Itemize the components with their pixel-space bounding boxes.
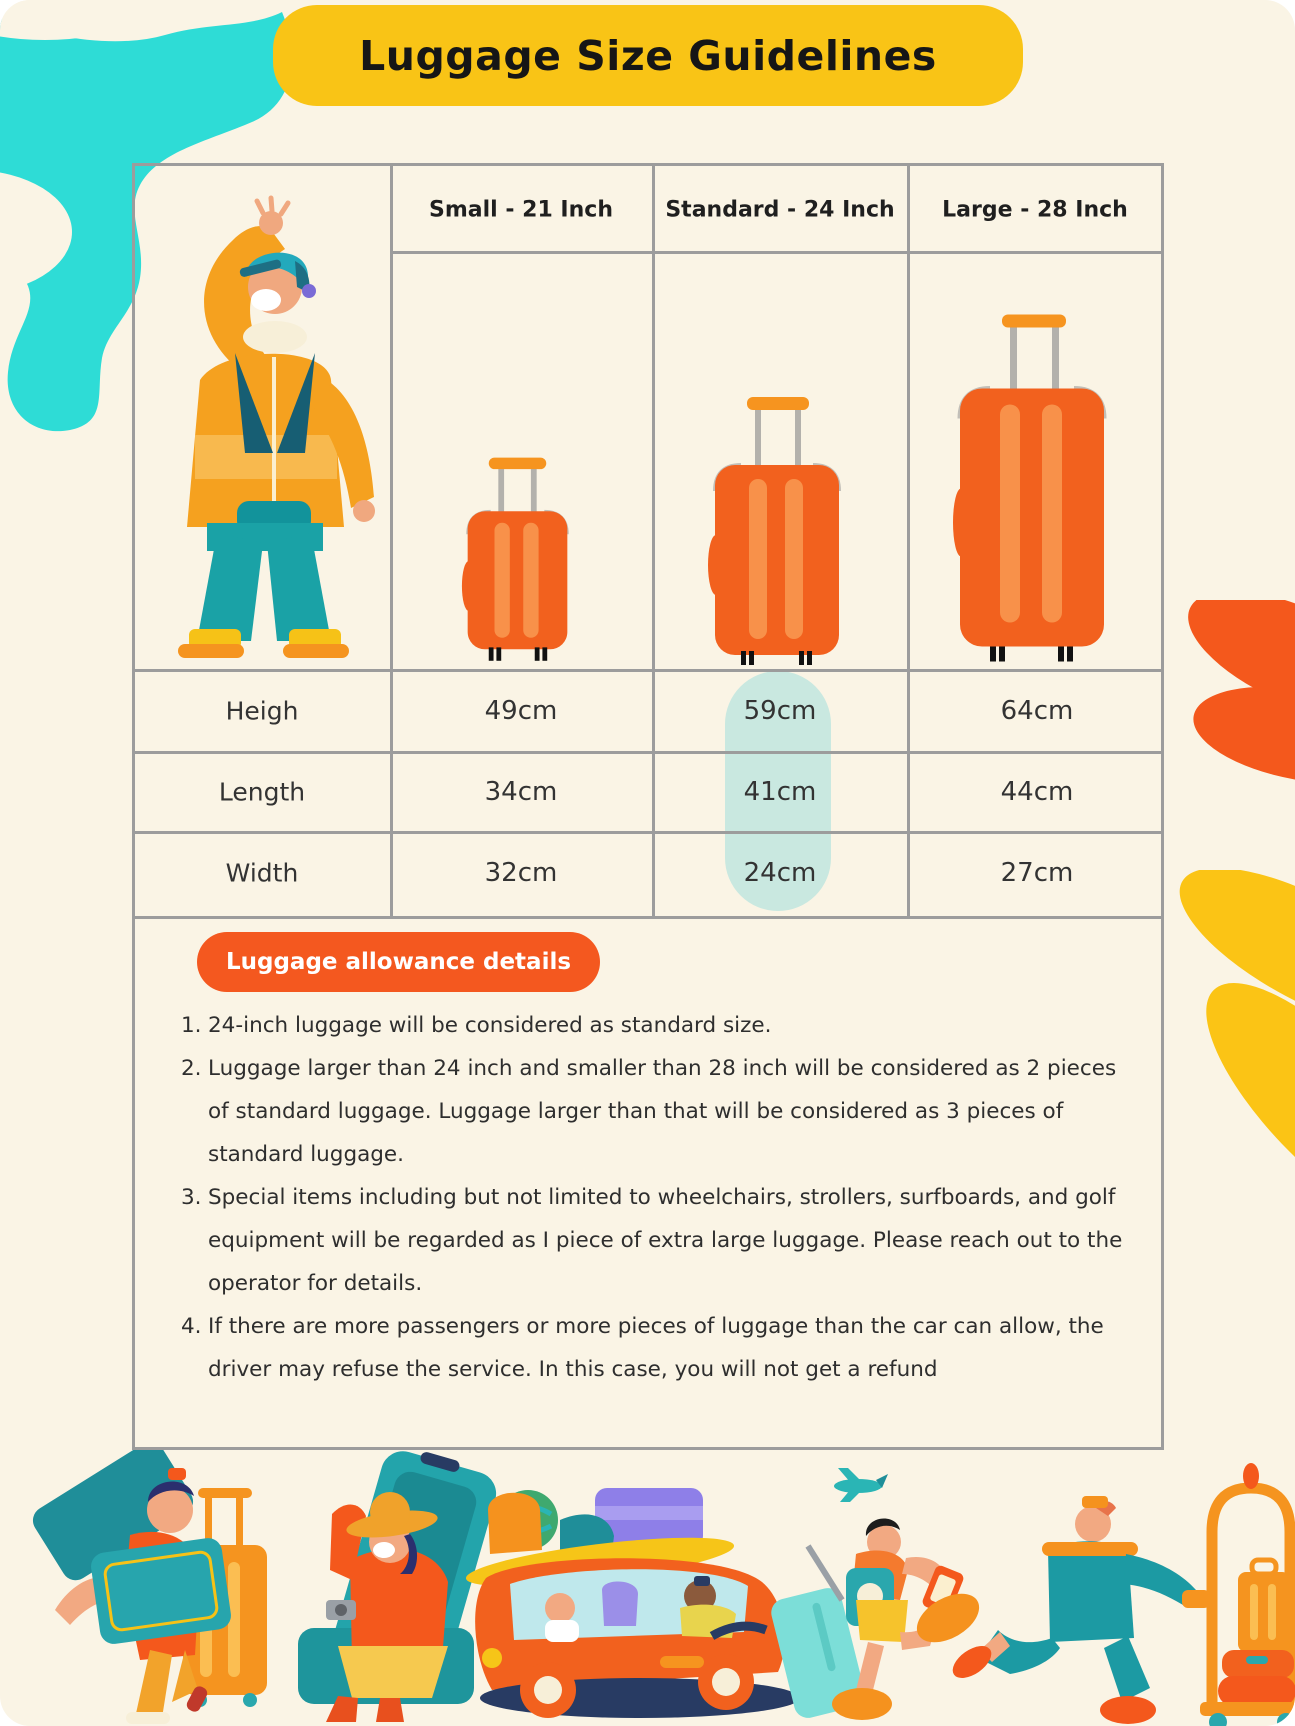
family-car-illustration [464,1488,800,1718]
large-suitcase-illustration [952,300,1112,665]
table-vline-3 [907,166,910,916]
small-suitcase-illustration [460,442,575,663]
table-hline-4 [135,916,1161,919]
width-large-value: 27cm [1000,858,1074,888]
standard-suitcase-illustration [707,385,847,665]
orange-petals-decoration [1150,600,1295,820]
height-large-value: 64cm [1000,696,1074,726]
width-standard-value: 24cm [743,858,817,888]
bottom-travelers-illustration [0,1450,1295,1726]
width-small-value: 32cm [484,858,558,888]
list-item [181,1004,1141,1047]
height-standard-value: 59cm [743,696,817,726]
bellhop-luggage-cart-illustration [947,1463,1295,1726]
length-large-value: 44cm [1000,777,1074,807]
airplane-icon [834,1468,888,1502]
row-label-width: Width [225,858,299,888]
column-header-small: Small - 21 Inch [429,197,613,223]
item-number: 2. [181,1056,202,1081]
item-number: 1. [181,1013,202,1038]
table-hline-header [390,251,1161,254]
table-hline-1 [135,669,1161,672]
length-standard-value: 41cm [743,777,817,807]
list-item [181,1047,1141,1176]
item-text: 24-inch luggage will be considered as standard size. [208,1013,772,1038]
table-vline-2 [652,166,655,916]
list-item [181,1176,1141,1305]
column-header-large: Large - 28 Inch [942,197,1128,223]
item-text: Luggage larger than 24 inch and smaller than 28 inch will be considered as 2 pieces of standard luggage. Luggage larger than that will be considered as 3 pieces of standard luggage. [208,1056,1117,1167]
item-number: 3. [181,1185,202,1210]
column-header-standard: Standard - 24 Inch [665,197,895,223]
table-vline-1 [390,166,393,916]
running-traveler-illustration [768,1468,987,1721]
item-number: 4. [181,1314,202,1339]
row-label-length: Length [218,777,306,807]
height-small-value: 49cm [484,696,558,726]
bellhop-carrying-luggage-illustration [28,1450,267,1724]
yellow-petals-decoration [1150,870,1295,1230]
page-title: Luggage Size Guidelines [359,31,937,80]
waving-traveler-illustration [145,195,380,660]
list-item [181,1305,1141,1391]
details-badge [197,932,600,992]
table-hline-2 [135,751,1161,754]
tourist-in-suitcase-illustration [298,1450,501,1722]
item-text: Special items including but not limited to wheelchairs, strollers, surfboards, and golf equipment will be regarded as I piece of extra large luggage. Please reach out to the operator for details. [208,1185,1123,1296]
row-label-height: Heigh [225,696,299,726]
item-text: If there are more passengers or more pieces of luggage than the car can allow, the driver may refuse the service. In this case, you will not get a refund [208,1314,1104,1382]
details-list [181,1004,1141,1391]
length-small-value: 34cm [484,777,558,807]
details-badge-label: Luggage allowance details [225,949,572,975]
table-hline-3 [135,831,1161,834]
title-banner [273,5,1023,106]
